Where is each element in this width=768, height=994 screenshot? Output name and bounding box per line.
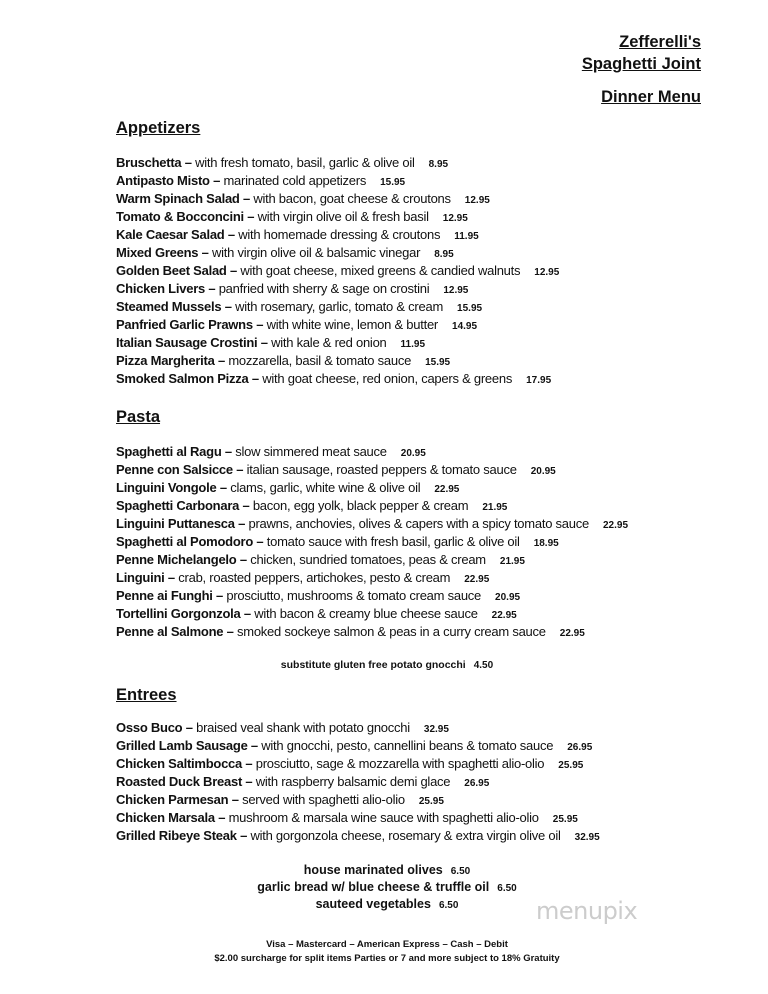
gluten-free-note <box>0 659 768 671</box>
gluten-free-label: substitute gluten free potato gnocchi <box>280 659 466 671</box>
menu-item-name: Warm Spinach Salad – <box>116 191 250 206</box>
menu-item <box>116 280 559 298</box>
menu-item-description: with fresh tomato, basil, garlic & olive oil <box>195 155 415 170</box>
menu-item-description: smoked sockeye salmon & peas in a curry cream sauce <box>236 624 546 639</box>
menu-item <box>116 605 628 623</box>
watermark-logo: menupix <box>536 897 638 925</box>
side-price: 6.50 <box>450 866 471 877</box>
menu-item-price: 15.95 <box>457 303 483 314</box>
menu-item <box>116 623 628 641</box>
side-price: 6.50 <box>438 900 459 911</box>
policy-note: $2.00 surcharge for split items Parties or 7 and more subject to 18% Gratuity <box>214 953 560 964</box>
menu-item-price: 21.95 <box>482 502 508 513</box>
menu-item-name: Roasted Duck Breast – <box>116 774 253 789</box>
menu-item-name: Bruschetta – <box>116 155 192 170</box>
menu-item-description: with goat cheese, mixed greens & candied walnuts <box>240 263 521 278</box>
menu-item <box>116 569 628 587</box>
menu-item <box>116 809 600 827</box>
menu-item-name: Golden Beet Salad – <box>116 263 237 278</box>
menu-item-description: with bacon, goat cheese & croutons <box>253 191 451 206</box>
menu-item-price: 14.95 <box>452 321 478 332</box>
menu-item-price: 12.95 <box>442 213 468 224</box>
entrees-list <box>116 719 600 845</box>
menu-item-price: 20.95 <box>400 448 426 459</box>
sides-list <box>0 862 768 913</box>
menu-item-price: 20.95 <box>495 592 521 603</box>
menu-item-description: with gnocchi, pesto, cannellini beans & tomato sauce <box>261 738 554 753</box>
menu-item-description: with kale & red onion <box>271 335 387 350</box>
menu-item-description: mushroom & marsala wine sauce with spaghetti alio-olio <box>228 810 539 825</box>
menu-item <box>116 791 600 809</box>
menu-item <box>116 551 628 569</box>
menu-item-price: 20.95 <box>530 466 556 477</box>
menu-item-price: 12.95 <box>534 267 560 278</box>
menu-item-description: with virgin olive oil & fresh basil <box>257 209 429 224</box>
menu-item <box>116 334 559 352</box>
menu-item-name: Antipasto Misto – <box>116 173 221 188</box>
menu-item <box>116 515 628 533</box>
menu-item <box>116 443 628 461</box>
menu-item <box>116 244 559 262</box>
menu-item-description: with white wine, lemon & butter <box>266 317 439 332</box>
menu-item <box>116 298 559 316</box>
side-item <box>0 879 768 896</box>
menu-item-name: Chicken Parmesan – <box>116 792 239 807</box>
menu-item-name: Tomato & Bocconcini – <box>116 209 255 224</box>
menu-item-description: with gorgonzola cheese, rosemary & extra virgin olive oil <box>250 828 561 843</box>
menu-item-name: Smoked Salmon Pizza – <box>116 371 259 386</box>
menu-item <box>116 190 559 208</box>
menu-item-name: Linguini Puttanesca – <box>116 516 246 531</box>
restaurant-name-line1 <box>619 32 701 53</box>
restaurant-name-line2 <box>582 54 701 75</box>
menu-item-name: Chicken Saltimbocca – <box>116 756 253 771</box>
menu-item-description: with raspberry balsamic demi glace <box>255 774 451 789</box>
menu-item-price: 21.95 <box>499 556 525 567</box>
appetizers-list <box>116 154 559 388</box>
menu-item <box>116 352 559 370</box>
side-label: sauteed vegetables <box>315 897 431 911</box>
menu-item-price: 22.95 <box>491 610 517 621</box>
menu-item-price: 22.95 <box>559 628 585 639</box>
menu-item-name: Spaghetti al Pomodoro – <box>116 534 264 549</box>
menu-item-name: Panfried Garlic Prawns – <box>116 317 264 332</box>
menu-item-description: with bacon & creamy blue cheese sauce <box>254 606 478 621</box>
menu-item-description: panfried with sherry & sage on crostini <box>218 281 430 296</box>
menu-item <box>116 773 600 791</box>
menu-item-name: Penne ai Funghi – <box>116 588 223 603</box>
menu-item-price: 18.95 <box>533 538 559 549</box>
menu-item-description: with virgin olive oil & balsamic vinegar <box>211 245 421 260</box>
menu-item <box>116 737 600 755</box>
menu-item-name: Penne Michelangelo – <box>116 552 247 567</box>
menu-item-price: 22.95 <box>603 520 629 531</box>
menu-item-price: 26.95 <box>567 742 593 753</box>
restaurant-name-text: Spaghetti Joint <box>581 55 701 73</box>
side-label: house marinated olives <box>303 863 443 877</box>
side-label: garlic bread w/ blue cheese & truffle oil <box>257 880 490 894</box>
menu-item-price: 25.95 <box>418 796 444 807</box>
menu-item-price: 22.95 <box>434 484 460 495</box>
menu-item-name: Linguini – <box>116 570 175 585</box>
menu-item-name: Spaghetti al Ragu – <box>116 444 232 459</box>
menu-item-description: chicken, sundried tomatoes, peas & cream <box>250 552 486 567</box>
menu-item-description: tomato sauce with fresh basil, garlic & olive oil <box>266 534 520 549</box>
menu-title-text: Dinner Menu <box>601 88 701 106</box>
menu-item-description: prawns, anchovies, olives & capers with a spicy tomato sauce <box>248 516 589 531</box>
menu-item-price: 25.95 <box>558 760 584 771</box>
menu-item <box>116 533 628 551</box>
section-heading-entrees: Entrees <box>116 686 177 704</box>
menu-item <box>116 316 559 334</box>
gluten-free-price: 4.50 <box>473 660 494 671</box>
menu-item <box>116 226 559 244</box>
menu-item <box>116 262 559 280</box>
pasta-list <box>116 443 628 641</box>
menu-item-description: prosciutto, sage & mozzarella with spaghetti alio-olio <box>255 756 545 771</box>
menu-item-price: 32.95 <box>423 724 449 735</box>
menu-item <box>116 479 628 497</box>
menu-item <box>116 827 600 845</box>
menu-item-price: 11.95 <box>400 339 426 350</box>
menu-item-name: Grilled Ribeye Steak – <box>116 828 248 843</box>
menu-item-description: with homemade dressing & croutons <box>238 227 441 242</box>
menu-item-price: 12.95 <box>464 195 490 206</box>
menu-item-price: 17.95 <box>526 375 552 386</box>
menu-item-name: Italian Sausage Crostini – <box>116 335 268 350</box>
menu-item <box>116 497 628 515</box>
menu-item-description: mozzarella, basil & tomato sauce <box>228 353 412 368</box>
menu-item-name: Penne al Salmone – <box>116 624 234 639</box>
menu-item-price: 26.95 <box>464 778 490 789</box>
menu-item <box>116 587 628 605</box>
menu-item-name: Pizza Margherita – <box>116 353 225 368</box>
restaurant-name-text: Zefferelli's <box>619 33 701 51</box>
menu-item <box>116 208 559 226</box>
menu-item-price: 8.95 <box>434 249 454 260</box>
menu-item <box>116 719 600 737</box>
menu-item-description: marinated cold appetizers <box>223 173 367 188</box>
payment-methods: Visa – Mastercard – American Express – Cash – Debit <box>266 939 508 950</box>
menu-item-name: Osso Buco – <box>116 720 193 735</box>
menu-item <box>116 172 559 190</box>
menu-item-description: with goat cheese, red onion, capers & greens <box>262 371 513 386</box>
menu-item-description: prosciutto, mushrooms & tomato cream sauce <box>226 588 482 603</box>
menu-item-description: italian sausage, roasted peppers & tomato sauce <box>246 462 517 477</box>
menu-item-name: Tortellini Gorgonzola – <box>116 606 251 621</box>
menu-item-name: Spaghetti Carbonara – <box>116 498 250 513</box>
menu-item-price: 25.95 <box>552 814 578 825</box>
menu-item-price: 8.95 <box>428 159 449 170</box>
menu-item-name: Linguini Vongole – <box>116 480 227 495</box>
menu-item-description: crab, roasted peppers, artichokes, pesto & cream <box>178 570 451 585</box>
menu-item-name: Kale Caesar Salad – <box>116 227 235 242</box>
menu-item-name: Steamed Mussels – <box>116 299 232 314</box>
menu-item-description: bacon, egg yolk, black pepper & cream <box>252 498 469 513</box>
menu-item-name: Chicken Marsala – <box>116 810 226 825</box>
side-item <box>0 896 768 913</box>
menu-item-price: 15.95 <box>425 357 451 368</box>
menu-title <box>601 87 701 108</box>
menu-item-price: 15.95 <box>380 177 406 188</box>
section-heading-appetizers: Appetizers <box>116 119 201 137</box>
menu-item-description: slow simmered meat sauce <box>235 444 387 459</box>
menu-item-price: 12.95 <box>443 285 469 296</box>
menu-item-name: Penne con Salsicce – <box>116 462 244 477</box>
menu-item-description: served with spaghetti alio-olio <box>242 792 405 807</box>
menu-item-description: clams, garlic, white wine & olive oil <box>230 480 421 495</box>
menu-item-price: 32.95 <box>574 832 600 843</box>
side-item <box>0 862 768 879</box>
menu-item <box>116 461 628 479</box>
side-price: 6.50 <box>497 883 517 894</box>
menu-item-price: 11.95 <box>454 231 479 242</box>
menu-item-description: with rosemary, garlic, tomato & cream <box>235 299 444 314</box>
menu-item-price: 22.95 <box>464 574 490 585</box>
menu-item-name: Grilled Lamb Sausage – <box>116 738 258 753</box>
menu-item <box>116 755 600 773</box>
menu-item-name: Mixed Greens – <box>116 245 209 260</box>
menu-item-description: braised veal shank with potato gnocchi <box>196 720 410 735</box>
menu-item <box>116 370 559 388</box>
menu-item <box>116 154 559 172</box>
section-heading-pasta: Pasta <box>116 408 161 426</box>
menu-item-name: Chicken Livers – <box>116 281 216 296</box>
footer <box>0 938 768 966</box>
